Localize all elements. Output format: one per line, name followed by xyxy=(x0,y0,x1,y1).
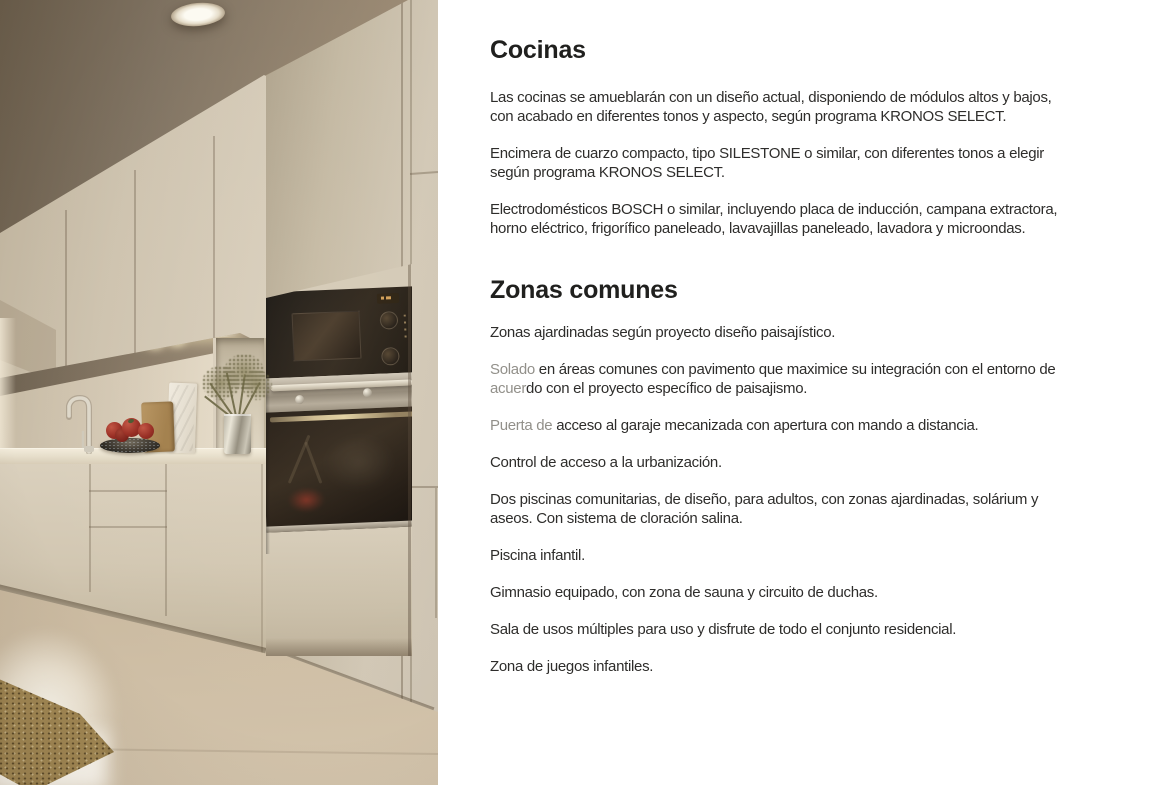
appliance-stack xyxy=(256,274,431,543)
paragraph-line xyxy=(490,416,1130,435)
zonas-comunes-paragraphs xyxy=(490,323,1130,676)
paragraph-line xyxy=(490,509,1130,528)
control-knob xyxy=(363,388,372,397)
paragraph xyxy=(490,323,1130,342)
text-segment: en áreas comunes con pavimento que maximice su integración con el entorno de xyxy=(538,361,1056,378)
control-knob xyxy=(381,347,400,366)
cocinas-paragraphs xyxy=(490,88,1130,238)
section-zonas-comunes xyxy=(490,276,1130,676)
cabinet-seam xyxy=(410,171,438,175)
glass-reflection xyxy=(323,433,395,492)
paragraph-line xyxy=(490,360,1130,379)
control-knob xyxy=(380,311,399,330)
metal-bowl xyxy=(100,438,160,453)
specs-content xyxy=(438,0,1170,785)
text-segment: Control de acceso a la urbanización. xyxy=(490,454,722,471)
plant-vase xyxy=(224,414,251,454)
section-heading-cocinas: Cocinas xyxy=(490,36,586,64)
appliance-column xyxy=(262,258,412,656)
section-heading-zonas-comunes: Zonas comunes xyxy=(490,276,678,304)
text-segment: Piscina infantil. xyxy=(490,547,585,564)
paragraph-line xyxy=(490,620,1130,639)
paragraph-line xyxy=(490,583,1130,602)
paragraph-line xyxy=(490,379,1130,398)
recessed-light xyxy=(170,1,226,29)
red-reflection xyxy=(287,486,326,514)
paragraph xyxy=(490,144,1130,182)
text-segment: Zonas ajardinadas según proyecto diseño paisajístico. xyxy=(490,324,836,341)
text-segment: acceso al garaje mecanizada con apertura con mando a distancia. xyxy=(556,417,979,434)
paragraph-line xyxy=(490,546,1130,565)
paragraph xyxy=(490,360,1130,398)
paragraph xyxy=(490,620,1130,639)
control-knob xyxy=(295,395,304,404)
reflection-branch xyxy=(304,441,322,483)
paragraph-line xyxy=(490,490,1130,509)
text-segment: Las cocinas se amueblarán con un diseño actual, disponiendo de módulos altos y bajos, xyxy=(490,89,1052,106)
text-segment: Dos piscinas comunitarias, de diseño, para adultos, con zonas ajardinadas, solárium y xyxy=(490,491,1039,508)
paragraph xyxy=(490,88,1130,126)
paragraph xyxy=(490,546,1130,565)
cabinet-seam xyxy=(65,210,67,390)
cabinet-seam xyxy=(89,464,91,592)
paragraph-line xyxy=(490,107,1130,126)
text-segment: Electrodomésticos BOSCH o similar, incluyendo placa de inducción, campana extractora, xyxy=(490,201,1058,218)
text-segment: aseos. Con sistema de cloración salina. xyxy=(490,510,743,527)
paragraph xyxy=(490,200,1130,238)
paragraph-line xyxy=(490,163,1130,182)
text-segment-muted: acuer xyxy=(490,380,527,397)
text-segment: con acabado en diferentes tonos y aspecto, según programa KRONOS SELECT. xyxy=(490,108,1007,125)
microwave-window xyxy=(292,311,362,362)
paragraph xyxy=(490,490,1130,528)
cabinet-seam xyxy=(408,486,438,488)
paragraph-line xyxy=(490,200,1130,219)
paragraph-line xyxy=(490,88,1130,107)
paragraph xyxy=(490,657,1130,676)
paragraph xyxy=(490,416,1130,435)
control-ticks xyxy=(404,315,407,341)
text-segment: horno eléctrico, frigorífico paneleado, lavavajillas paneleado, lavadora y microondas. xyxy=(490,220,1026,237)
fruit-bowl xyxy=(98,416,162,454)
paragraph-line xyxy=(490,323,1130,342)
text-segment: Zona de juegos infantiles. xyxy=(490,658,654,675)
text-segment-muted: Solado xyxy=(490,361,539,378)
oven-handle xyxy=(270,411,418,422)
appliance-handle xyxy=(271,379,413,391)
cabinet-seam xyxy=(408,258,411,656)
steel-trim-band xyxy=(266,520,430,533)
paragraph-line xyxy=(490,657,1130,676)
cabinet-seam xyxy=(165,464,167,616)
paragraph xyxy=(490,583,1130,602)
text-segment: Gimnasio equipado, con zona de sauna y circuito de duchas. xyxy=(490,584,878,601)
text-segment-muted: Puerta de xyxy=(490,417,557,434)
wall-return-highlight xyxy=(0,318,16,460)
cabinet-seam xyxy=(435,488,437,618)
section-cocinas xyxy=(490,36,1130,238)
microwave-oven xyxy=(257,286,424,379)
plant-foliage xyxy=(242,370,272,400)
drawer-seam xyxy=(89,490,167,492)
paragraph xyxy=(490,453,1130,472)
red-fruit xyxy=(138,423,154,439)
kitchen-photo xyxy=(0,0,438,785)
drawer-seam xyxy=(89,526,167,528)
toe-kick-shadow xyxy=(262,638,412,656)
text-segment: do con el proyecto específico de paisajismo. xyxy=(526,380,808,397)
vase-rim xyxy=(224,414,251,416)
paragraph-line xyxy=(490,219,1130,238)
paragraph-line xyxy=(490,453,1130,472)
built-in-oven xyxy=(262,406,431,533)
display-digits xyxy=(381,296,391,299)
text-segment: según programa KRONOS SELECT. xyxy=(490,164,725,181)
paragraph-line xyxy=(490,144,1130,163)
cabinet-seam xyxy=(261,464,263,654)
text-segment: Encimera de cuarzo compacto, tipo SILESTONE o similar, con diferentes tonos a elegir xyxy=(490,145,1044,162)
text-segment: Sala de usos múltiples para uso y disfrute de todo el conjunto residencial. xyxy=(490,621,957,638)
plant xyxy=(202,350,268,454)
